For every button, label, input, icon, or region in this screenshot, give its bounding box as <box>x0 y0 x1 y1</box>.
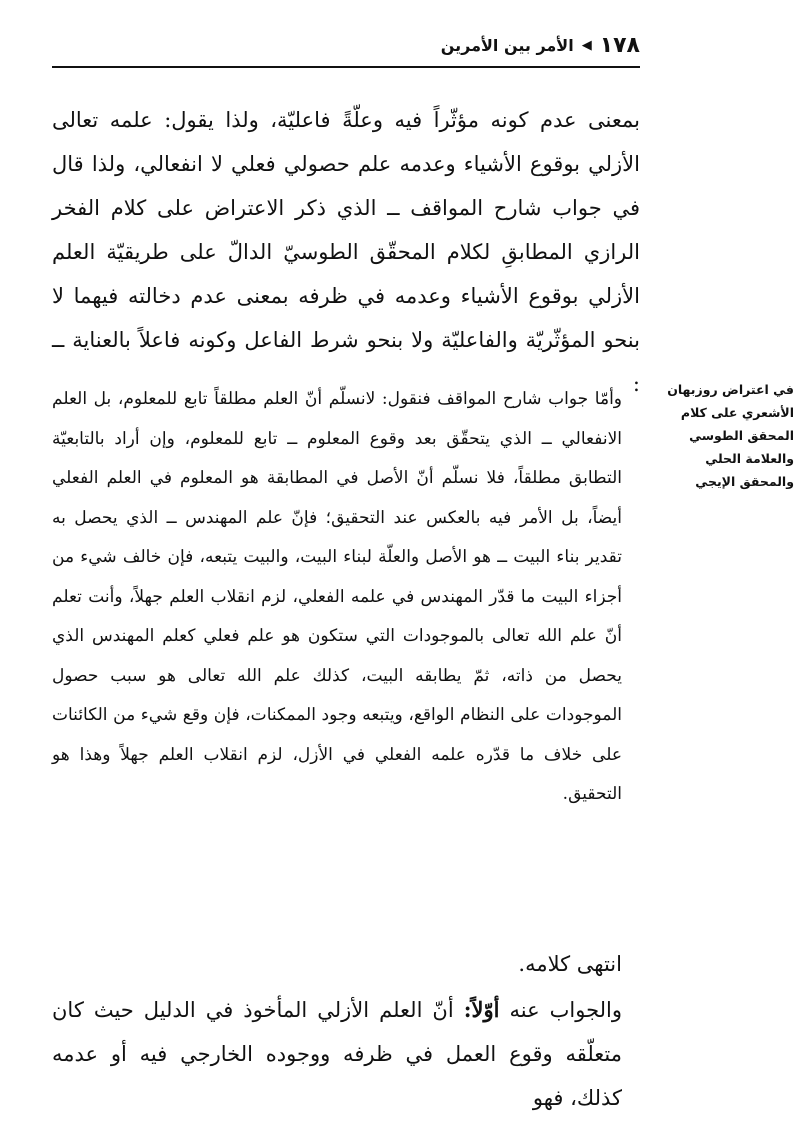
quote-paragraph: وأمّا جواب شارح المواقف فنقول: لانسلّم أنّ العلم مطلقاً تابع للمعلوم، بل العلم الانفعالي ــ الذي يتحقّق بعد وقوع المعلوم ــ تابع للمعلوم، وإن أراد بالتابعيّة التطابق مطلقاً، فلا نسلّم أنّ الأصل في المطابقة هو المعلوم في العلم الفعلي أيضاً، بل الأمر فيه بالعكس عند التحقيق؛ فإنّ علم المهندس ــ الذي يحصل به تقدير بناء البيت ــ هو الأصل والعلّة لبناء البيت، والبيت يتبعه، فإن خالف شيء من أجزاء البيت ما قدّر المهندس في علمه الفعلي، لزم انقلاب العلم جهلاً، وأنت تعلم أنّ علم الله تعالى بالموجودات التي ستكون هو علم فعلي كعلم المهندس الذي يحصل من ذاته، ثمّ يطابقه البيت، كذلك علم الله تعالى هو سبب حصول الموجودات على النظام الواقع، ويتبعه وجود الممكنات، فإن وقع شيء من الكائنات على خلاف ما قدّره علمه الفعلي في الأزل، لزم انقلاب العلم جهلاً وهذا هو التحقيق. <box>52 389 622 804</box>
margin-note: في اعتراض روزبهان الأشعري على كلام المحقق الطوسي والعلامة الحلي والمحقق الإيجي <box>667 382 794 489</box>
end-of-quote: انتهى كلامه. <box>518 952 622 976</box>
answer-section <box>52 940 640 1120</box>
answer-first-label: أوّلاً: <box>463 997 500 1022</box>
running-head <box>441 30 640 60</box>
quoted-passage <box>52 380 640 815</box>
triangle-arrow-icon: ◀ <box>581 37 592 53</box>
header-rule <box>52 66 640 68</box>
main-paragraph: بمعنى عدم كونه مؤثّراً فيه وعلّةً فاعليّة، ولذا يقول: علمه تعالى الأزلي بوقوع الأشياء وعدمه علم حصولي فعلي لا انفعالي، ولذا قال في جواب شارح المواقف ــ الذي ذكر الاعتراض على كلام الفخر الرازي المطابقِ لكلام المحقّق الطوسيّ الدالّ على طريقيّة العلم الأزلي بوقوع الأشياء وعدمه في ظرفه بمعنى عدم دخالته فيهما لا بنحو المؤثّريّة والفاعليّة ولا بنحو شرط الفاعل وكونه فاعلاً بالعناية ــ : <box>52 108 640 396</box>
chapter-title: الأمر بين الأمرين <box>440 35 574 55</box>
answer-lead: والجواب عنه <box>509 998 622 1022</box>
main-text <box>52 98 640 406</box>
answer-paragraph <box>52 988 640 1120</box>
page-number: ١٧٨ <box>599 32 640 58</box>
answer-text: أنّ العلم الأزلي المأخوذ في الدليل حيث كان متعلّقه وقوع العمل في ظرفه ووجوده الخارجي فيه أو عدمه كذلك، فهو <box>52 998 622 1110</box>
